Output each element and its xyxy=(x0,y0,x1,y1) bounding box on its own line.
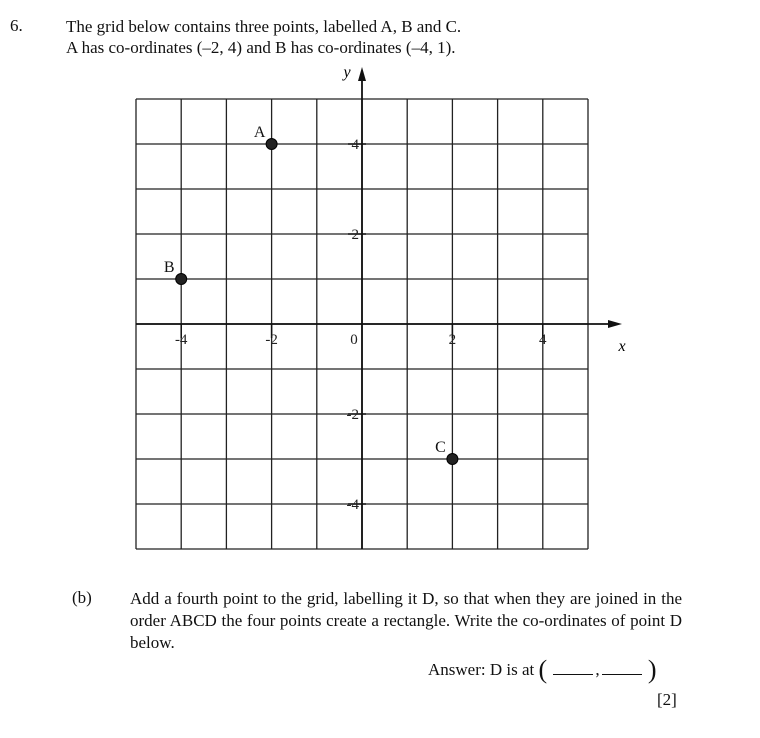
intro-line-2: A has co-ordinates (–2, 4) and B has co-ordinates (–4, 1). xyxy=(66,38,456,57)
y-tick-label: -4 xyxy=(346,497,359,513)
answer-prefix: Answer: D is at xyxy=(428,660,535,679)
x-axis-arrow xyxy=(608,320,622,328)
point-a xyxy=(266,139,277,150)
axes xyxy=(136,64,626,549)
point-label-a: A xyxy=(253,124,266,141)
point-label-c: C xyxy=(435,439,446,456)
point-label-b: B xyxy=(163,259,175,276)
answer-comma: , xyxy=(595,660,600,679)
point-b xyxy=(176,274,187,285)
x-tick-label: 4 xyxy=(539,332,547,348)
part-b-label: (b) xyxy=(72,588,92,607)
answer-close-paren: ) xyxy=(647,655,657,684)
answer-blank-x[interactable] xyxy=(553,660,593,675)
y-tick-label: 2 xyxy=(351,227,359,243)
marks-label: [2] xyxy=(657,690,677,709)
tick-marks xyxy=(175,137,547,513)
y-tick-label: 4 xyxy=(351,137,359,153)
y-tick-label: -2 xyxy=(346,407,359,423)
intro-line-1: The grid below contains three points, labelled A, B and C. xyxy=(66,17,462,36)
x-tick-label: 0 xyxy=(350,332,358,348)
part-b-text: Add a fourth point to the grid, labelling it D, so that when they are joined in the order ABCD the four points create a rectangle. Write the co-ordinates of point D below. xyxy=(130,589,682,652)
y-axis-arrow xyxy=(358,67,366,81)
x-tick-label: 2 xyxy=(448,332,457,348)
point-c xyxy=(447,454,458,465)
answer-open-paren: ( xyxy=(538,655,548,684)
x-tick-label: -2 xyxy=(265,332,278,348)
answer-blank-y[interactable] xyxy=(602,660,642,675)
x-axis-label: x xyxy=(618,338,626,355)
y-axis-label: y xyxy=(343,64,351,81)
question-number: 6. xyxy=(10,16,23,35)
x-tick-label: -4 xyxy=(174,332,188,348)
answer-line xyxy=(428,655,657,685)
